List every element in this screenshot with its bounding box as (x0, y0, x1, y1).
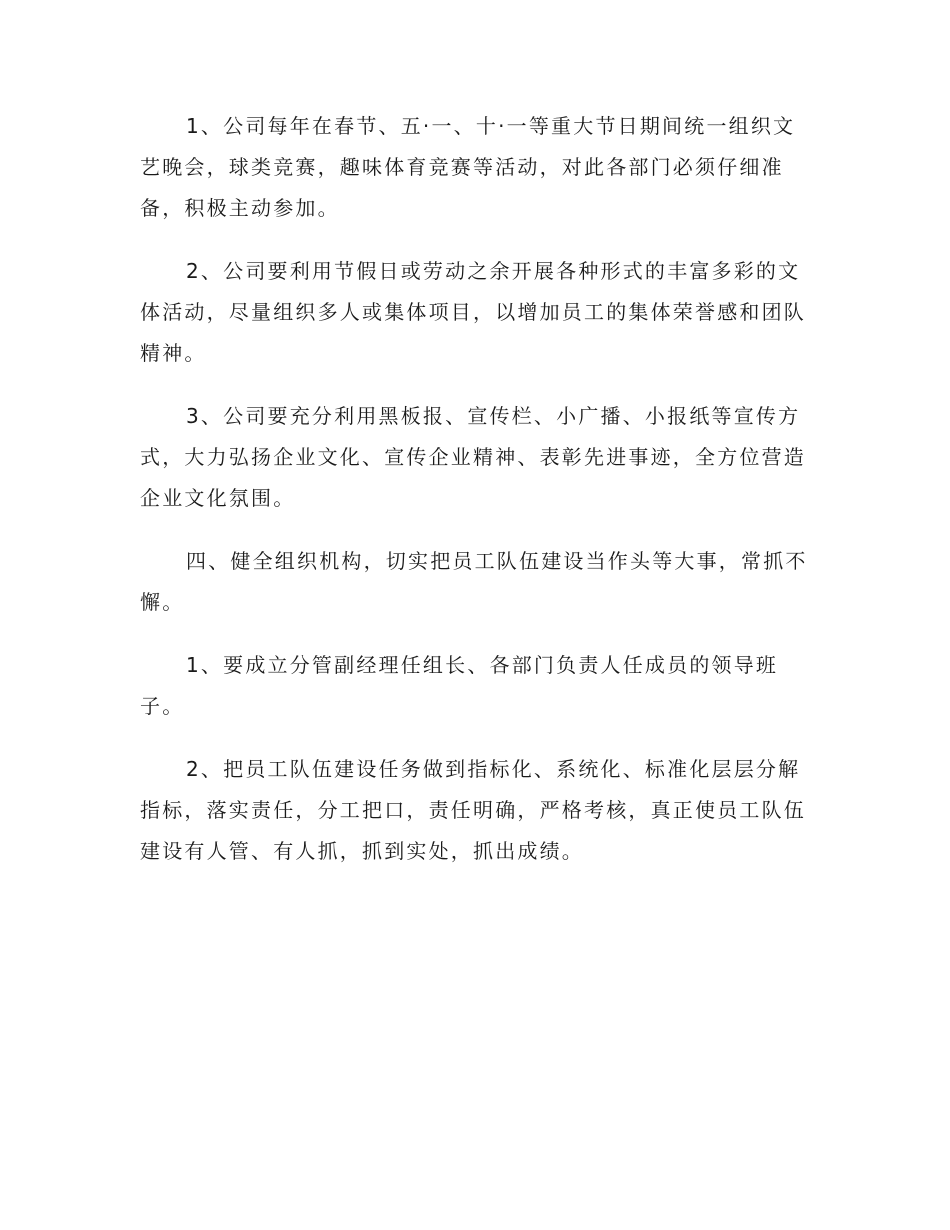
paragraph-team-building-tasks: 2、把员工队伍建设任务做到指标化、系统化、标准化层层分解指标，落实责任，分工把口，责任明确，严格考核，真正使员工队伍建设有人管、有人抓，抓到实处，抓出成绩。 (140, 757, 806, 863)
paragraph-activities-holidays: 2、公司要利用节假日或劳动之余开展各种形式的丰富多彩的文体活动，尽量组织多人或集体项目，以增加员工的集体荣誉感和团队精神。 (140, 259, 806, 365)
paragraph-activities-festivals: 1、公司每年在春节、五·一、十·一等重大节日期间统一组织文艺晚会，球类竞赛，趣味体育竞赛等活动，对此各部门必须仔细准备，积极主动参加。 (140, 114, 796, 220)
section-heading-organization: 四、健全组织机构，切实把员工队伍建设当作头等大事，常抓不懈。 (140, 549, 808, 614)
paragraph-publicity: 3、公司要充分利用黑板报、宣传栏、小广播、小报纸等宣传方式，大力弘扬企业文化、宣传企业精神、表彰先进事迹，全方位营造企业文化氛围。 (140, 404, 806, 510)
paragraph-leadership-team: 1、要成立分管副经理任组长、各部门负责人任成员的领导班子。 (140, 653, 779, 718)
document-body (140, 106, 810, 894)
